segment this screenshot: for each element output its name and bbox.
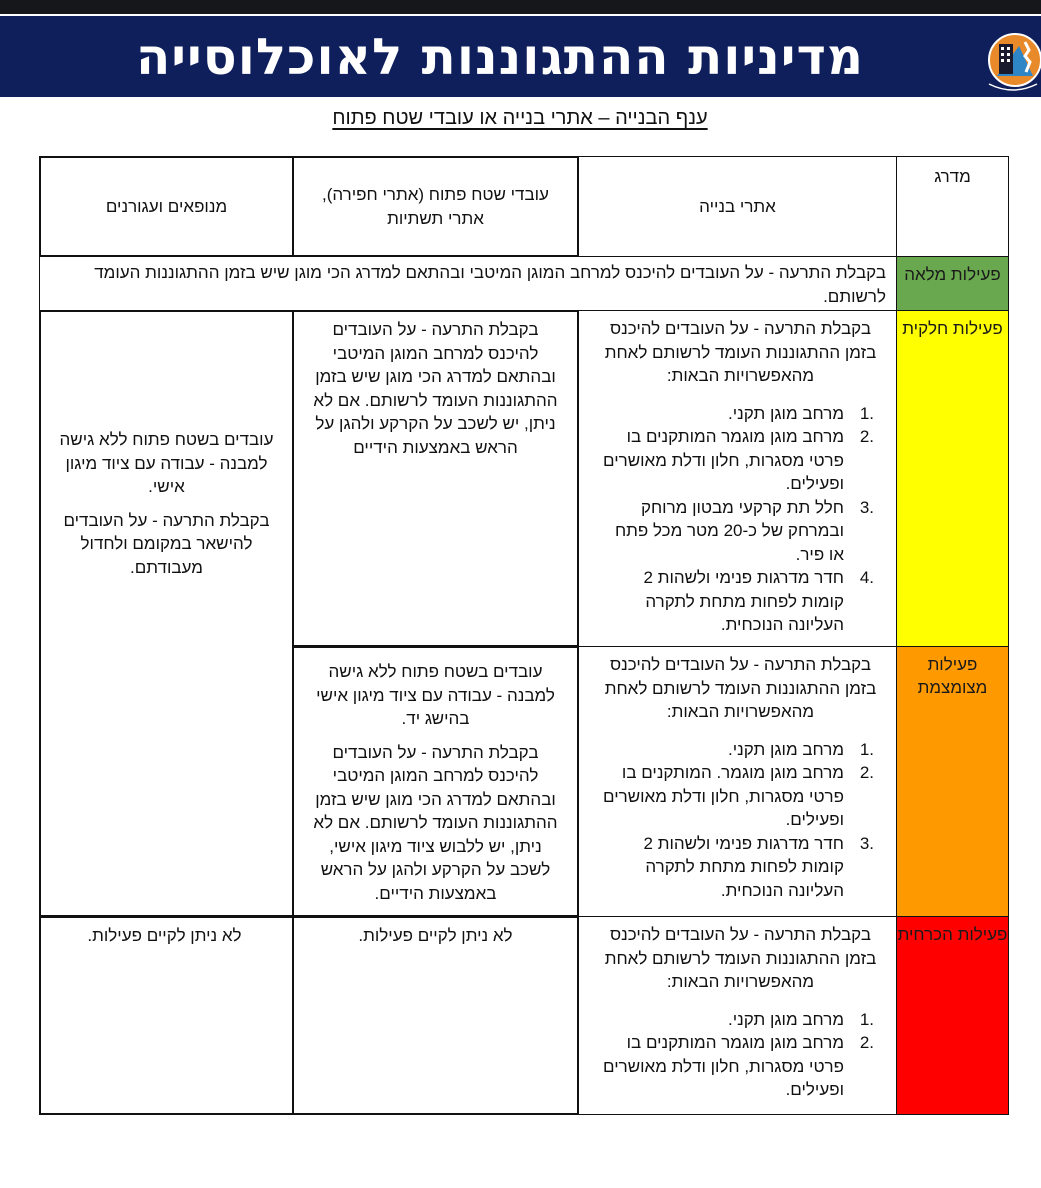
top-bar: [0, 0, 1041, 14]
level-essential-activity: [896, 916, 1009, 1115]
essential-cranes-cell: [39, 916, 294, 1115]
home-front-command-logo: [985, 26, 1041, 94]
construction-options-list: [599, 738, 882, 903]
header-banner: [0, 16, 1041, 97]
cranes-text: לא ניתן לקיים פעילות.: [87, 926, 242, 945]
level-limited-activity: [896, 646, 1009, 917]
column-header-construction-sites: אתרי בנייה: [699, 196, 776, 216]
option-item: 3. חדר מדרגות פנימי ולשהות 2 קומות לפחות מתחת לתקרה העליונה הנוכחית.: [643, 833, 874, 900]
open-area-text-1: עובדים בשטח פתוח ללא גישה למבנה - עבודה עם ציוד מיגון אישי בהישג יד.: [316, 662, 555, 728]
essential-construction-cell: [578, 916, 897, 1115]
option-item: 4. חדר מדרגות פנימי ולשהות 2 קומות לפחות מתחת לתקרה העליונה הנוכחית.: [643, 568, 874, 634]
construction-options-list: [599, 402, 882, 637]
limited-open-area-cell: [292, 646, 579, 917]
partial-open-area-cell: [292, 310, 579, 647]
logo-emblem-icon: [985, 26, 1041, 94]
option-item: 1. מרחב מוגן תקני.: [728, 403, 874, 423]
header-cell-cranes: [39, 156, 294, 257]
open-area-text: בקבלת התרעה - על העובדים להיכנס למרחב המוגן המיטבי ובהתאם למדרג הכי מוגן שיש בזמן ההתגוננות העומד לרשותם. אם לא ניתן, יש לשכב על הקרקע ולהגן על הראש באמצעות הידיים: [313, 320, 558, 457]
page-title: מדיניות ההתגוננות לאוכלוסייה: [135, 28, 865, 86]
construction-options-list: [599, 1008, 882, 1102]
option-item: 3. חלל תת קרקעי מבטון מרוחק ובמרחק של כ-20 מטר מכל פתח או פיר.: [614, 497, 874, 564]
option-item: 1. מרחב מוגן תקני.: [728, 739, 874, 759]
level-label: פעילות חלקית: [902, 319, 1003, 338]
option-item: 2. מרחב מוגן מוגמר המותקנים בו פרטי מסגרות, חלון ודלת מאושרים ופעילים.: [603, 1033, 874, 1099]
cranes-text-2: בקבלת התרעה - על העובדים להישאר במקומם ולחדול מעבודתם.: [63, 510, 270, 577]
full-activity-instructions: [39, 256, 897, 311]
column-header-level: מדרג: [934, 167, 971, 186]
level-label: פעילות מצומצמת: [917, 655, 988, 697]
cranes-text-1: עובדים בשטח פתוח ללא גישה למבנה - עבודה עם ציוד מיגון אישי.: [59, 430, 274, 496]
header-cell-open-area: [292, 156, 579, 257]
construction-intro: בקבלת התרעה - על העובדים להיכנס בזמן ההתגוננות העומד לרשותם לאחת מהאפשרויות הבאות:: [604, 925, 877, 991]
construction-intro: בקבלת התרעה - על העובדים להיכנס בזמן ההתגוננות העומד לרשותם לאחת מהאפשרויות הבאות:: [604, 319, 877, 385]
instruction-text: בקבלת התרעה - על העובדים להיכנס למרחב המוגן המיטבי ובהתאם למדרג הכי מוגן שיש בזמן ההתגוננות העומד לרשותם.: [94, 263, 886, 306]
option-item: 2. מרחב מוגן מוגמר. המותקנים בו פרטי מסגרות, חלון ודלת מאושרים ופעילים.: [603, 763, 874, 829]
open-area-text: לא ניתן לקיים פעילות.: [358, 926, 513, 945]
open-area-text-2: בקבלת התרעה - על העובדים להיכנס למרחב המוגן המיטבי ובהתאם למדרג הכי מוגן שיש בזמן ההתגוננות העומד לרשותם. אם לא ניתן, יש ללבוש ציוד מיגון אישי, לשכב על הקרקע ולהגן על הראש באמצעות הידיים.: [313, 742, 558, 903]
essential-open-area-cell: [292, 916, 579, 1115]
construction-intro: בקבלת התרעה - על העובדים להיכנס בזמן ההתגוננות העומד לרשותם לאחת מהאפשרויות הבאות:: [604, 655, 877, 721]
option-item: 2. מרחב מוגן מוגמר המותקנים בו פרטי מסגרות, חלון ודלת מאושרים ופעילים.: [603, 427, 874, 493]
partial-limited-cranes-cell: [39, 310, 294, 917]
subtitle-text: ענף הבנייה – אתרי בנייה או עובדי שטח פתוח: [332, 107, 708, 129]
policy-table: [39, 156, 1009, 1116]
level-full-activity: [896, 256, 1009, 311]
column-header-open-area-workers: עובדי שטח פתוח (אתרי חפירה), אתרי תשתיות: [322, 185, 549, 228]
level-label: פעילות מלאה: [904, 265, 1001, 284]
column-header-cranes: מנופאים ועגורנים: [105, 196, 228, 216]
header-cell-construction: [578, 156, 897, 257]
header-cell-level: [896, 156, 1009, 257]
partial-construction-cell: [578, 310, 897, 647]
option-item: 1. מרחב מוגן תקני.: [728, 1009, 874, 1029]
level-partial-activity: [896, 310, 1009, 647]
limited-construction-cell: [578, 646, 897, 917]
section-subtitle: [200, 104, 840, 132]
level-label: פעילות הכרחית: [897, 925, 1008, 944]
